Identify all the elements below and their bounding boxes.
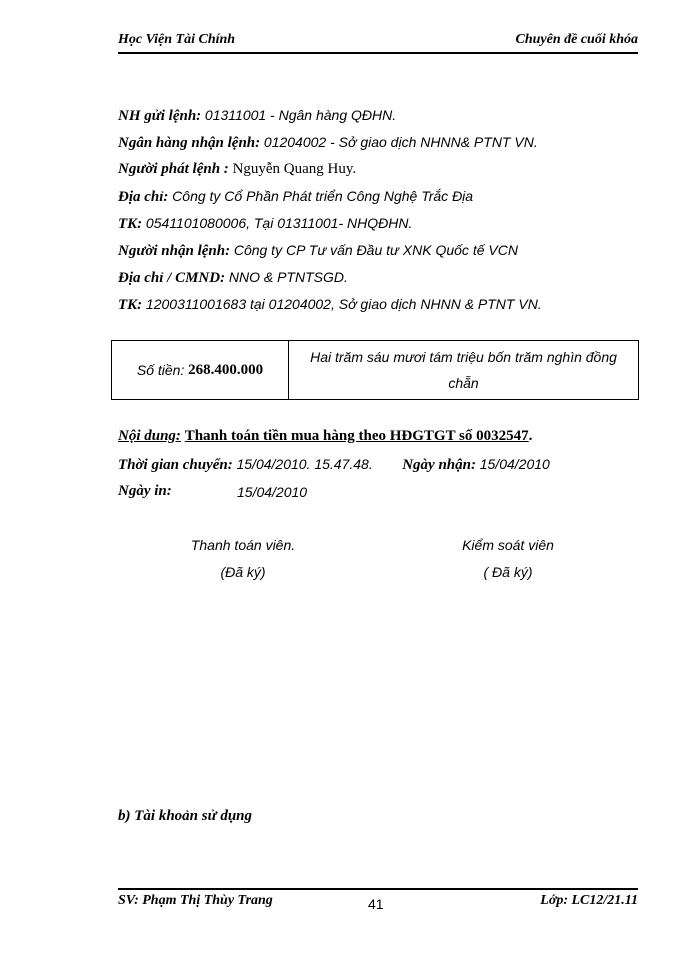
header-institution: Học Viện Tài Chính: [118, 32, 236, 47]
print-date-line: [118, 483, 172, 500]
amount-words-line1: Hai trăm sáu mươi tám triệu bốn trăm nghìn đồng: [310, 349, 617, 365]
issuer-label: Người phát lệnh :: [118, 161, 229, 177]
receiving-bank-label: Ngân hàng nhận lệnh:: [118, 135, 261, 151]
content-end: .: [528, 428, 533, 444]
content-value: Thanh toán tiền mua hàng theo HĐGTGT số 0032547: [184, 428, 529, 444]
receiving-bank-value: 01204002 - Sở giao dịch NHNN& PTNT VN.: [263, 134, 538, 150]
payment-officer-signed: (Đã ký): [220, 564, 266, 580]
amount-cell: [112, 341, 289, 399]
footer-class: Lớp: LC12/21.11: [540, 893, 638, 908]
amount-words-line2: chẵn: [448, 375, 479, 391]
content-line: [118, 428, 532, 445]
sending-bank-value: 01311001 - Ngân hàng QĐHN.: [204, 107, 397, 123]
controller-signed: ( Đã ký): [483, 564, 533, 580]
amount-label: Số tiền:: [136, 362, 185, 378]
footer-student: SV: Phạm Thị Thùy Trang: [118, 893, 273, 908]
amount-table: [111, 340, 639, 400]
amount-words-cell: [289, 341, 638, 399]
account-label: TK:: [118, 216, 143, 232]
receiver-address-value: NNO & PTNTSGD.: [228, 269, 348, 285]
account-line: [118, 215, 412, 233]
print-date-value: 15/04/2010: [237, 484, 308, 500]
section-heading: b) Tài khoản sử dụng: [118, 808, 253, 824]
receiver-account-label: TK:: [118, 297, 143, 313]
receiver-label: Người nhận lệnh:: [118, 243, 231, 259]
transfer-time-value: 15/04/2010. 15.47.48.: [236, 456, 373, 472]
sending-bank-line: [118, 107, 396, 125]
transfer-time-line: [118, 456, 550, 474]
received-date-value: 15/04/2010: [479, 456, 550, 472]
header-rule: [118, 52, 638, 54]
content-label: Nội dung:: [118, 428, 181, 444]
issuer-line: [118, 161, 356, 178]
address-label: Địa chỉ:: [118, 189, 169, 205]
address-line: [118, 188, 473, 206]
header-title: Chuyên đề cuối khóa: [515, 32, 638, 47]
account-value: 0541101080006, Tại 01311001- NHQĐHN.: [145, 215, 413, 231]
receiver-address-line: [118, 269, 348, 287]
receiver-line: [118, 242, 518, 260]
address-value: Công ty Cổ Phần Phát triển Công Nghệ Trắc Địa: [172, 188, 474, 204]
page-number: 41: [368, 896, 384, 912]
receiver-value: Công ty CP Tư vấn Đầu tư XNK Quốc tế VCN: [233, 242, 518, 258]
controller-title: Kiểm soát viên: [462, 537, 554, 553]
receiver-address-label: Địa chỉ / CMND:: [118, 270, 226, 286]
footer-rule: [118, 888, 638, 890]
received-date-label: Ngày nhận:: [402, 457, 476, 473]
sending-bank-label: NH gửi lệnh:: [118, 108, 202, 124]
receiving-bank-line: [118, 134, 538, 152]
transfer-time-label: Thời gian chuyển:: [118, 457, 233, 473]
receiver-account-line: [118, 296, 542, 314]
payment-officer-title: Thanh toán viên.: [190, 537, 296, 553]
issuer-value: Nguyễn Quang Huy.: [232, 161, 357, 177]
receiver-account-value: 1200311001683 tại 01204002, Sở giao dịch NHNN & PTNT VN.: [145, 296, 542, 312]
print-date-label: Ngày in:: [118, 483, 172, 499]
amount-value: 268.400.000: [188, 361, 264, 378]
